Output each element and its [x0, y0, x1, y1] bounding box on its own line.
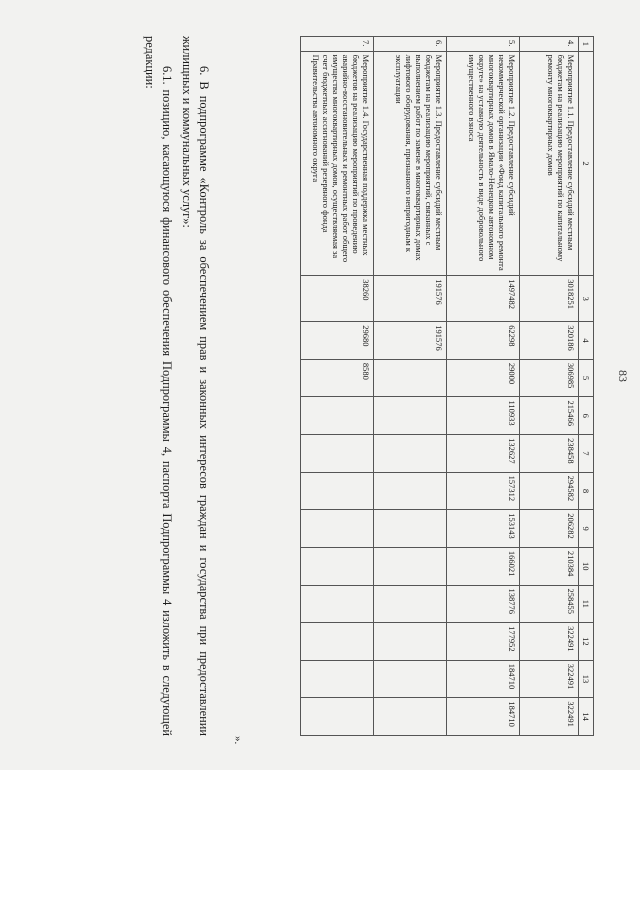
blank-margin — [0, 770, 640, 905]
header-cell: 2 — [578, 51, 593, 276]
value-cell — [300, 660, 373, 698]
header-cell: 10 — [578, 547, 593, 585]
header-cell: 3 — [578, 276, 593, 322]
header-cell: 13 — [578, 660, 593, 698]
budget-table — [300, 36, 594, 736]
header-cell: 12 — [578, 623, 593, 661]
value-cell — [373, 472, 446, 510]
measure-name: Мероприятие 1.2. Предоставление субсидий некоммерческой организации «Фонд капитального ремонта многоквартирных домов в Ямало-Ненецком автономном округе» на уставную деятельность в виде добровольного имущественного взноса — [446, 51, 519, 276]
value-cell: 306985 — [519, 359, 578, 397]
value-cell: 322491 — [519, 698, 578, 736]
value-cell — [373, 359, 446, 397]
value-cell — [373, 623, 446, 661]
measure-name: Мероприятие 1.4. Государственная поддержка местных бюджетов на реализацию мероприятий по проведению аварийно-восстановительных и ремонтных работ общего имущества многоквартирных домов, осуществляемая за счет бюджетных ассигнований резервного фонда Правительства автономного округа — [300, 51, 373, 276]
value-cell — [373, 585, 446, 623]
header-cell: 14 — [578, 698, 593, 736]
value-cell: 138776 — [446, 585, 519, 623]
header-cell: 6 — [578, 397, 593, 435]
header-row — [578, 37, 593, 736]
value-cell: 238458 — [519, 435, 578, 473]
header-cell: 9 — [578, 510, 593, 548]
value-cell — [373, 435, 446, 473]
value-cell: 3018251 — [519, 276, 578, 322]
value-cell — [373, 547, 446, 585]
value-cell: 177952 — [446, 623, 519, 661]
value-cell: 191576 — [373, 276, 446, 322]
table-row — [373, 37, 446, 736]
value-cell: 258455 — [519, 585, 578, 623]
value-cell: 29000 — [446, 359, 519, 397]
value-cell — [373, 698, 446, 736]
value-cell: 294582 — [519, 472, 578, 510]
table-row — [300, 37, 373, 736]
row-number: 6. — [373, 37, 446, 52]
value-cell — [300, 547, 373, 585]
value-cell: 8580 — [300, 359, 373, 397]
row-number: 4. — [519, 37, 578, 52]
value-cell: 62298 — [446, 322, 519, 360]
header-cell: 5 — [578, 359, 593, 397]
closing-quote-mark: ». — [232, 736, 244, 745]
value-cell: 184710 — [446, 660, 519, 698]
rotated-content — [72, 16, 630, 756]
value-cell: 322491 — [519, 623, 578, 661]
measure-name: Мероприятие 1.1. Предоставление субсидий местным бюджетам на реализацию мероприятий по капитальному ремонту многоквартирных домов — [519, 51, 578, 276]
value-cell — [300, 435, 373, 473]
paragraph-position: 6.1. позицию, касающуюся финансового обеспечения Подпрограммы 4, паспорта Подпрограммы 4 изложить в следующей редакции: — [142, 36, 174, 736]
value-cell: 215466 — [519, 397, 578, 435]
value-cell — [300, 510, 373, 548]
table-row — [519, 37, 578, 736]
value-cell: 210384 — [519, 547, 578, 585]
value-cell: 320186 — [519, 322, 578, 360]
value-cell: 166021 — [446, 547, 519, 585]
row-number: 7. — [300, 37, 373, 52]
value-cell — [300, 698, 373, 736]
value-cell: 38260 — [300, 276, 373, 322]
value-cell: 132627 — [446, 435, 519, 473]
header-cell: 4 — [578, 322, 593, 360]
value-cell: 191576 — [373, 322, 446, 360]
value-cell — [373, 660, 446, 698]
value-cell — [373, 510, 446, 548]
page-number: 83 — [616, 370, 630, 382]
paragraph-subprogram: 6. В подпрограмме «Контроль за обеспечением прав и законных интересов граждан и государства при предоставлении жилищных и коммунальных услуг»: — [179, 36, 211, 736]
value-cell: 157312 — [446, 472, 519, 510]
value-cell: 110933 — [446, 397, 519, 435]
value-cell — [300, 623, 373, 661]
value-cell — [300, 397, 373, 435]
header-cell: 1 — [578, 37, 593, 52]
header-cell: 8 — [578, 472, 593, 510]
measure-name: Мероприятие 1.3. Предоставление субсидий местным бюджетам на реализацию мероприятий, связанных с выполнением работ по замене в многоквартирных домах лифтового оборудования, признанного непригодным к эксплуатации — [373, 51, 446, 276]
value-cell — [300, 585, 373, 623]
row-number: 5. — [446, 37, 519, 52]
value-cell: 1497482 — [446, 276, 519, 322]
value-cell: 322491 — [519, 660, 578, 698]
value-cell — [300, 472, 373, 510]
value-cell: 29680 — [300, 322, 373, 360]
header-cell: 11 — [578, 585, 593, 623]
value-cell: 153143 — [446, 510, 519, 548]
value-cell — [373, 397, 446, 435]
header-cell: 7 — [578, 435, 593, 473]
table-row — [446, 37, 519, 736]
value-cell: 184710 — [446, 698, 519, 736]
value-cell: 206282 — [519, 510, 578, 548]
